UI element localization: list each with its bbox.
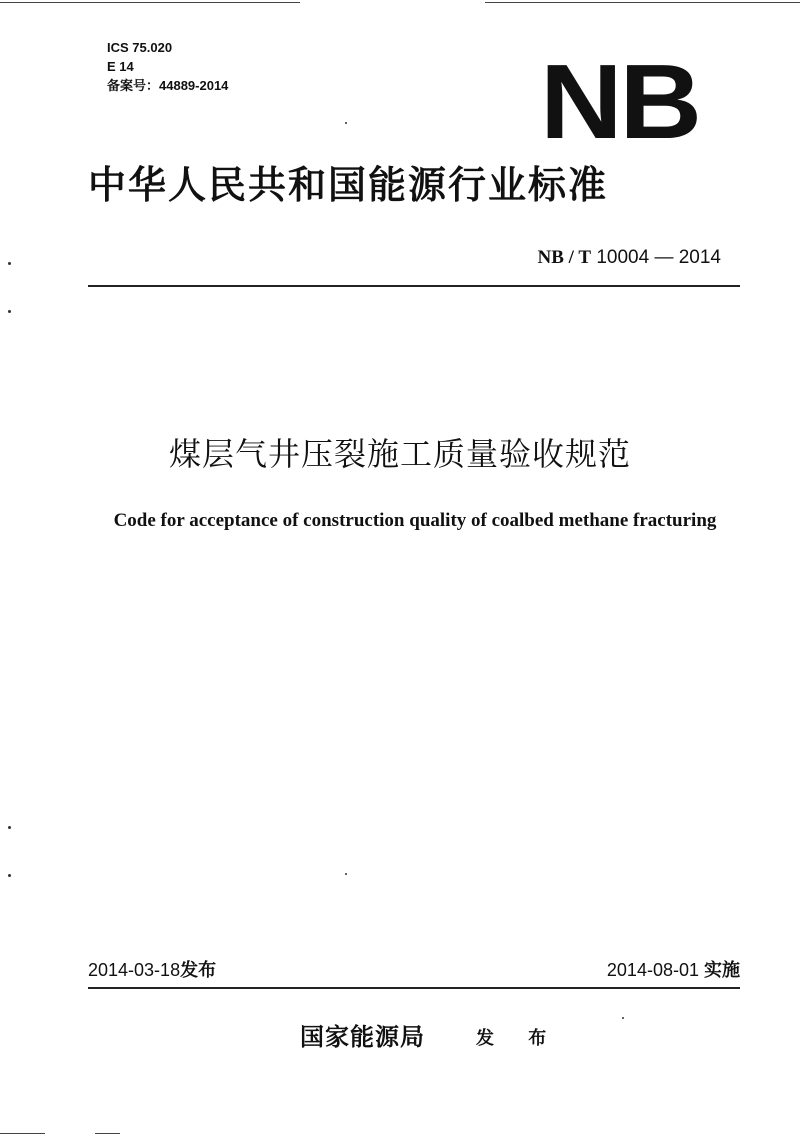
ccs-code: E 14 xyxy=(107,59,134,74)
standard-code: 10004 — 2014 xyxy=(596,247,721,268)
scan-speck xyxy=(8,874,11,877)
scan-speck xyxy=(622,1017,624,1019)
issuing-authority: 国家能源局 xyxy=(300,1022,425,1051)
scan-speck xyxy=(345,873,347,875)
scan-speck xyxy=(8,310,11,313)
scan-edge-top-right xyxy=(485,2,800,3)
nb-logo: NB xyxy=(540,43,699,161)
english-title: Code for acceptance of construction quality of coalbed methane fracturing xyxy=(113,510,717,531)
filing-number: 备案号：44889-2014 xyxy=(107,78,229,93)
scan-speck xyxy=(345,122,347,124)
chinese-title: 煤层气井压裂施工质量验收规范 xyxy=(168,435,631,473)
ics-code: ICS 75.020 xyxy=(107,40,173,55)
footer-rule xyxy=(88,987,740,989)
release-date xyxy=(88,958,216,983)
issue-label: 发 布 xyxy=(476,1028,561,1049)
release-date-value: 2014-03-18 xyxy=(88,960,181,980)
scan-edge-bottom-left xyxy=(0,1133,45,1134)
standard-number xyxy=(538,246,721,270)
scan-speck xyxy=(8,826,11,829)
effective-date xyxy=(607,958,740,983)
effective-label: 实施 xyxy=(704,960,740,981)
scan-speck xyxy=(8,262,11,265)
effective-date-value: 2014-08-01 xyxy=(606,960,699,980)
industry-standard-title: 中华人民共和国能源行业标准 xyxy=(88,162,609,207)
release-label: 发布 xyxy=(180,960,217,981)
header-rule xyxy=(88,285,740,287)
standard-prefix: NB / T xyxy=(537,247,592,268)
scan-edge-bottom-mid xyxy=(95,1133,120,1134)
scan-edge-top-left xyxy=(0,2,300,3)
